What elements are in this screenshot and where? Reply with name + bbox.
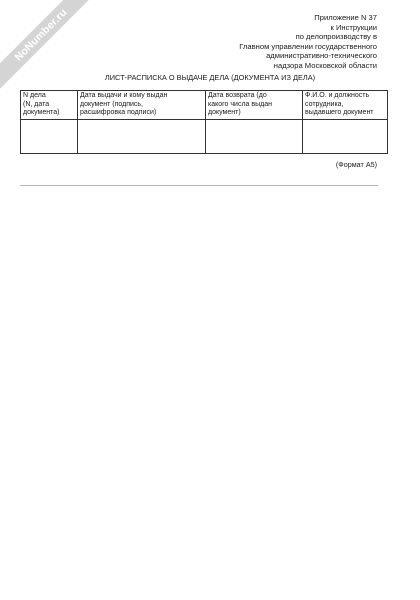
header-line: административно-технического (266, 51, 377, 61)
table-cell-empty (78, 120, 206, 154)
header-line: по делопроизводству в (295, 32, 377, 42)
column-header-issuer (303, 91, 388, 120)
header-line: Приложение N 37 (314, 13, 377, 22)
document-title: ЛИСТ-РАСПИСКА О ВЫДАЧЕ ДЕЛА (ДОКУМЕНТА ИЗ ДЕЛА) (104, 73, 316, 82)
table-cell-empty (303, 120, 388, 154)
table-cell-empty (206, 120, 303, 154)
header-line: надзора Московской области (273, 60, 377, 70)
table-cell-empty (21, 120, 78, 154)
horizontal-rule (20, 185, 378, 186)
header-text-line: какого числа выдан (208, 100, 272, 108)
header-line: Главном управлении государственного (239, 41, 377, 51)
table-row (21, 120, 388, 154)
header-text-line: (N, дата (23, 100, 50, 108)
header-text-line: Дата возврата (до (208, 92, 267, 99)
header-text-line: Дата выдачи и кому выдан (80, 92, 168, 99)
header-text-line: документ) (208, 109, 241, 116)
header-text-line: выдавшего документ (305, 109, 374, 116)
appendix-header (177, 13, 377, 71)
column-header-case-number (21, 91, 78, 120)
column-header-return-date (206, 91, 303, 120)
header-text-line: документа) (23, 109, 60, 116)
watermark-ribbon: NoNumber.ru (0, 0, 100, 94)
receipt-table (20, 90, 388, 154)
header-text-line: сотрудника, (305, 100, 344, 108)
format-note: (Формат А5) (335, 160, 377, 169)
header-text-line: N дела (23, 92, 46, 99)
header-text-line: документ (подпись, (80, 100, 143, 108)
header-text-line: Ф.И.О. и должность (305, 92, 370, 99)
header-text-line: расшифровка подписи) (80, 109, 157, 116)
column-header-issue-date (78, 91, 206, 120)
table-header-row (21, 91, 388, 120)
header-line: к Инструкции (330, 22, 377, 32)
